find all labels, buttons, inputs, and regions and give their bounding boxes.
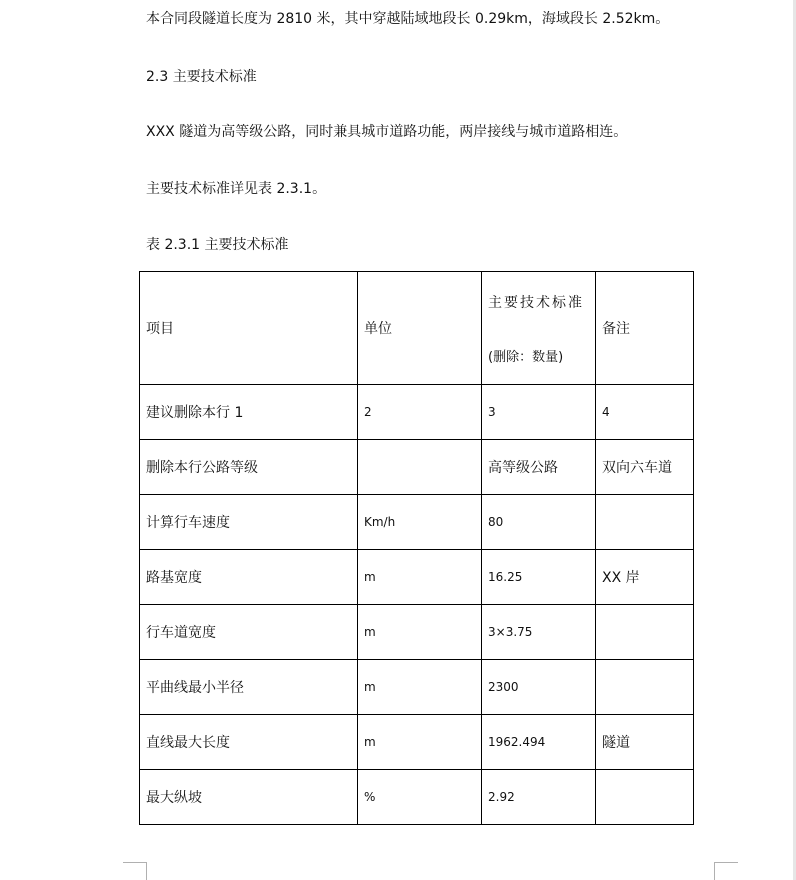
cell-remark xyxy=(596,605,694,660)
cell-item: 平曲线最小半径 xyxy=(140,660,358,715)
page-corner-mark-left xyxy=(123,862,147,880)
cell-unit: m xyxy=(358,605,482,660)
table-row xyxy=(140,605,694,660)
header-item: 项目 xyxy=(140,272,358,385)
table-header-row xyxy=(140,272,694,385)
table-row xyxy=(140,495,694,550)
cell-unit: Km/h xyxy=(358,495,482,550)
cell-item: 路基宽度 xyxy=(140,550,358,605)
table-caption: 表 2.3.1 主要技术标准 xyxy=(146,237,289,253)
header-standard-label: 主要技术标准 xyxy=(488,294,584,311)
paragraph-tunnel-length: 本合同段隧道长度为 2810 米，其中穿越陆域地段长 0.29km，海域段长 2.52km。 xyxy=(146,11,670,27)
header-unit: 单位 xyxy=(358,272,482,385)
cell-item: 计算行车速度 xyxy=(140,495,358,550)
technical-standards-table xyxy=(139,271,694,825)
cell-remark: 4 xyxy=(596,385,694,440)
cell-unit: % xyxy=(358,770,482,825)
cell-remark: 双向六车道 xyxy=(596,440,694,495)
cell-standard: 3 xyxy=(482,385,596,440)
cell-item: 建议删除本行 1 xyxy=(140,385,358,440)
cell-item: 最大纵坡 xyxy=(140,770,358,825)
cell-unit xyxy=(358,440,482,495)
header-standard xyxy=(482,272,596,385)
section-heading: 2.3 主要技术标准 xyxy=(146,69,257,85)
paragraph-table-reference: 主要技术标准详见表 2.3.1。 xyxy=(146,181,327,197)
table-row xyxy=(140,715,694,770)
cell-item: 直线最大长度 xyxy=(140,715,358,770)
paragraph-tunnel-grade: XXX 隧道为高等级公路，同时兼具城市道路功能，两岸接线与城市道路相连。 xyxy=(146,124,628,140)
table-row xyxy=(140,385,694,440)
cell-unit: m xyxy=(358,550,482,605)
cell-standard: 高等级公路 xyxy=(482,440,596,495)
table-row xyxy=(140,550,694,605)
cell-standard: 2.92 xyxy=(482,770,596,825)
cell-unit: m xyxy=(358,715,482,770)
table-row xyxy=(140,770,694,825)
cell-standard: 80 xyxy=(482,495,596,550)
header-remark: 备注 xyxy=(596,272,694,385)
cell-unit: m xyxy=(358,660,482,715)
cell-remark xyxy=(596,660,694,715)
cell-standard: 3×3.75 xyxy=(482,605,596,660)
cell-unit: 2 xyxy=(358,385,482,440)
cell-standard: 2300 xyxy=(482,660,596,715)
cell-remark xyxy=(596,495,694,550)
cell-item: 行车道宽度 xyxy=(140,605,358,660)
cell-standard: 1962.494 xyxy=(482,715,596,770)
cell-remark: 隧道 xyxy=(596,715,694,770)
table-row xyxy=(140,440,694,495)
table-row xyxy=(140,660,694,715)
cell-remark: XX 岸 xyxy=(596,550,694,605)
cell-standard: 16.25 xyxy=(482,550,596,605)
page-corner-mark-right xyxy=(714,862,738,880)
cell-remark xyxy=(596,770,694,825)
cell-item: 删除本行公路等级 xyxy=(140,440,358,495)
header-standard-note: (删除：数量) xyxy=(488,349,564,365)
